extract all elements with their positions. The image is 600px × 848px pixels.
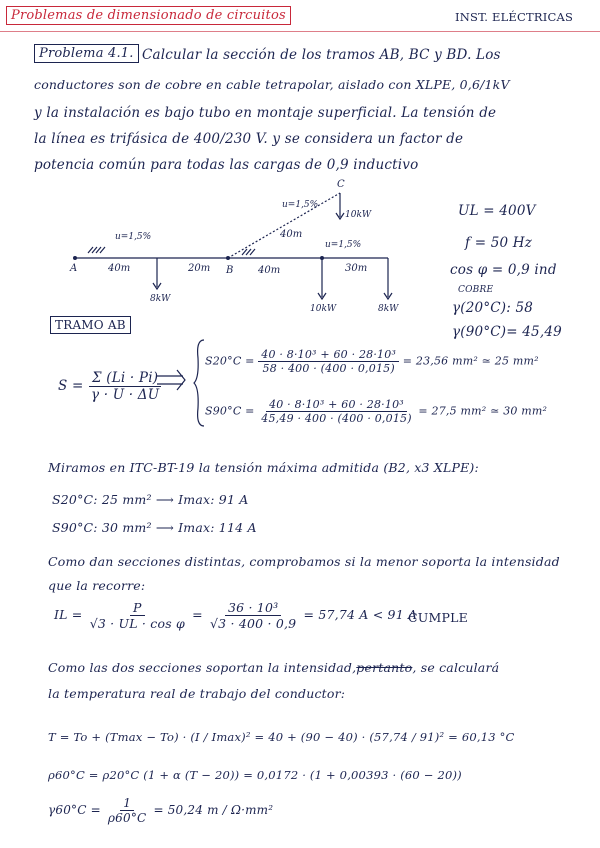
data-cos: cos φ = 0,9 ind (450, 262, 557, 278)
text-line-2: Como dan secciones distintas, comprobamos si la menor soporta la intensidad (48, 554, 560, 569)
text-line-5: la temperatura real de trabajo del conductor: (48, 686, 346, 701)
text-line-3: que la recorre: (48, 578, 146, 593)
statement-line-2: conductores son de cobre en cable tetrapolar, aislado con XLPE, 0,6/1kV (34, 77, 510, 92)
formula-num: Σ (Li · Pi) (89, 370, 161, 387)
page-title: Problemas de dimensionado de circuitos (6, 6, 291, 25)
data-g20: γ(20°C): 58 (452, 300, 534, 316)
data-g90: γ(90°C)= 45,49 (452, 324, 562, 340)
len-load2-d: 30m (345, 263, 368, 274)
len-b-load2: 40m (258, 265, 281, 276)
formula-den: γ · U · ΔU (90, 387, 160, 403)
il-lhs: IL = (54, 607, 83, 622)
il-num2: 36 · 10³ (225, 600, 281, 616)
formula-general (58, 370, 162, 403)
gamma-formula (48, 796, 273, 825)
node-c: C (337, 179, 345, 190)
text-line-1: Miramos en ITC-BT-19 la tensión máxima admitida (B2, x3 XLPE): (48, 460, 479, 475)
imax-30: S90°C: 30 mm² ⟶ Imax: 114 A (52, 520, 257, 535)
text-line-4c: , se calculará (412, 660, 500, 675)
s20-label: S20°C (205, 354, 242, 368)
formula-lhs: S = (58, 378, 84, 394)
load-d: 8kW (378, 304, 399, 314)
s20-den: 58 · 400 · (400 · 0,015) (262, 362, 395, 375)
s20-result: = 23,56 mm² ≃ 25 mm² (402, 354, 539, 368)
len-bc: 40m (280, 229, 303, 240)
load-bd1: 10kW (310, 304, 337, 314)
s20-row: S20°C = $\frac{\text{40 · 8·10³ + 60 · 28·10³}}{58 \cdot 400 \cdot (400 \cdot 0,015)}$ = 23,56 mm² ≃ 25 mm² (205, 348, 539, 375)
data-freq: f = 50 Hz (465, 235, 533, 251)
tramo-ab-label: TRAMO AB (50, 316, 131, 334)
text-line-4a: Como las dos secciones soportan la intensidad, (48, 660, 357, 675)
s20-num: 40 · 8·10³ + 60 · 28·10³ (258, 348, 399, 362)
gamma-den: ρ60°C (107, 811, 147, 825)
statement-line-1: Calcular la sección de los tramos AB, BC y BD. Los (142, 47, 501, 63)
il-den2: √3 · 400 · 0,9 (210, 616, 297, 631)
il-formula (54, 600, 417, 631)
problem-label: Problema 4.1. (34, 44, 139, 63)
il-den1: √3 · UL · cos φ (89, 616, 185, 631)
statement-line-5: potencia común para todas las cargas de 0,9 inductivo (34, 157, 419, 173)
text-line-4 (48, 660, 499, 675)
statement-line-4: la línea es trifásica de 400/230 V. y se considera un factor de (34, 131, 464, 147)
gamma-num: 1 (120, 796, 134, 811)
gamma-lhs: γ60°C = (48, 803, 101, 817)
imax-25: S20°C: 25 mm² ⟶ Imax: 91 A (52, 492, 249, 507)
gamma-result: = 50,24 m / Ω·mm² (153, 803, 274, 817)
s90-num: 40 · 8·10³ + 60 · 28·10³ (266, 398, 407, 412)
il-result: = 57,74 A < 91 A (303, 607, 418, 622)
du-bc: u=1,5% (282, 200, 319, 210)
du-ab: u=1,5% (115, 232, 152, 242)
cumple-label: CUMPLE (408, 610, 468, 625)
len-a-load: 40m (108, 263, 131, 274)
load-ab: 8kW (150, 294, 171, 304)
statement-line-3: y la instalación es bajo tubo en montaje superficial. La tensión de (34, 105, 497, 121)
rho-formula: ρ60°C = ρ20°C (1 + α (T − 20)) = 0,0172 · (1 + 0,00393 · (60 − 20)) (48, 768, 462, 782)
il-num1: P (130, 600, 145, 616)
temp-formula: T = To + (Tmax − To) · (I / Imax)² = 40 + (90 − 40) · (57,74 / 91)² = 60,13 °C (48, 730, 515, 744)
data-cobre: COBRE (458, 285, 494, 295)
load-c: 10kW (345, 210, 372, 220)
s90-den: 45,49 · 400 · (400 · 0,015) (261, 412, 412, 425)
node-a: A (70, 263, 78, 274)
il-eq: = (192, 607, 203, 622)
node-b: B (226, 265, 234, 276)
du-bd: u=1,5% (325, 240, 362, 250)
header-divider (0, 31, 600, 32)
s90-label: S90°C (205, 404, 242, 418)
len-load-b: 20m (188, 263, 211, 274)
text-line-4b: pertanto (356, 660, 413, 675)
data-ul: UL = 400V (458, 203, 536, 219)
implies-arrow (155, 362, 190, 402)
s90-result: = 27,5 mm² ≃ 30 mm² (418, 404, 548, 418)
subject-label: INST. ELÉCTRICAS (455, 10, 574, 24)
s90-row: S90°C = $\frac{\text{40 · 8·10³ + 60 · 28·10³}}{45,49 \cdot 400 \cdot (400 \cdot 0,015)}$ = 27,5 mm² ≃ 30 mm² (205, 398, 548, 425)
